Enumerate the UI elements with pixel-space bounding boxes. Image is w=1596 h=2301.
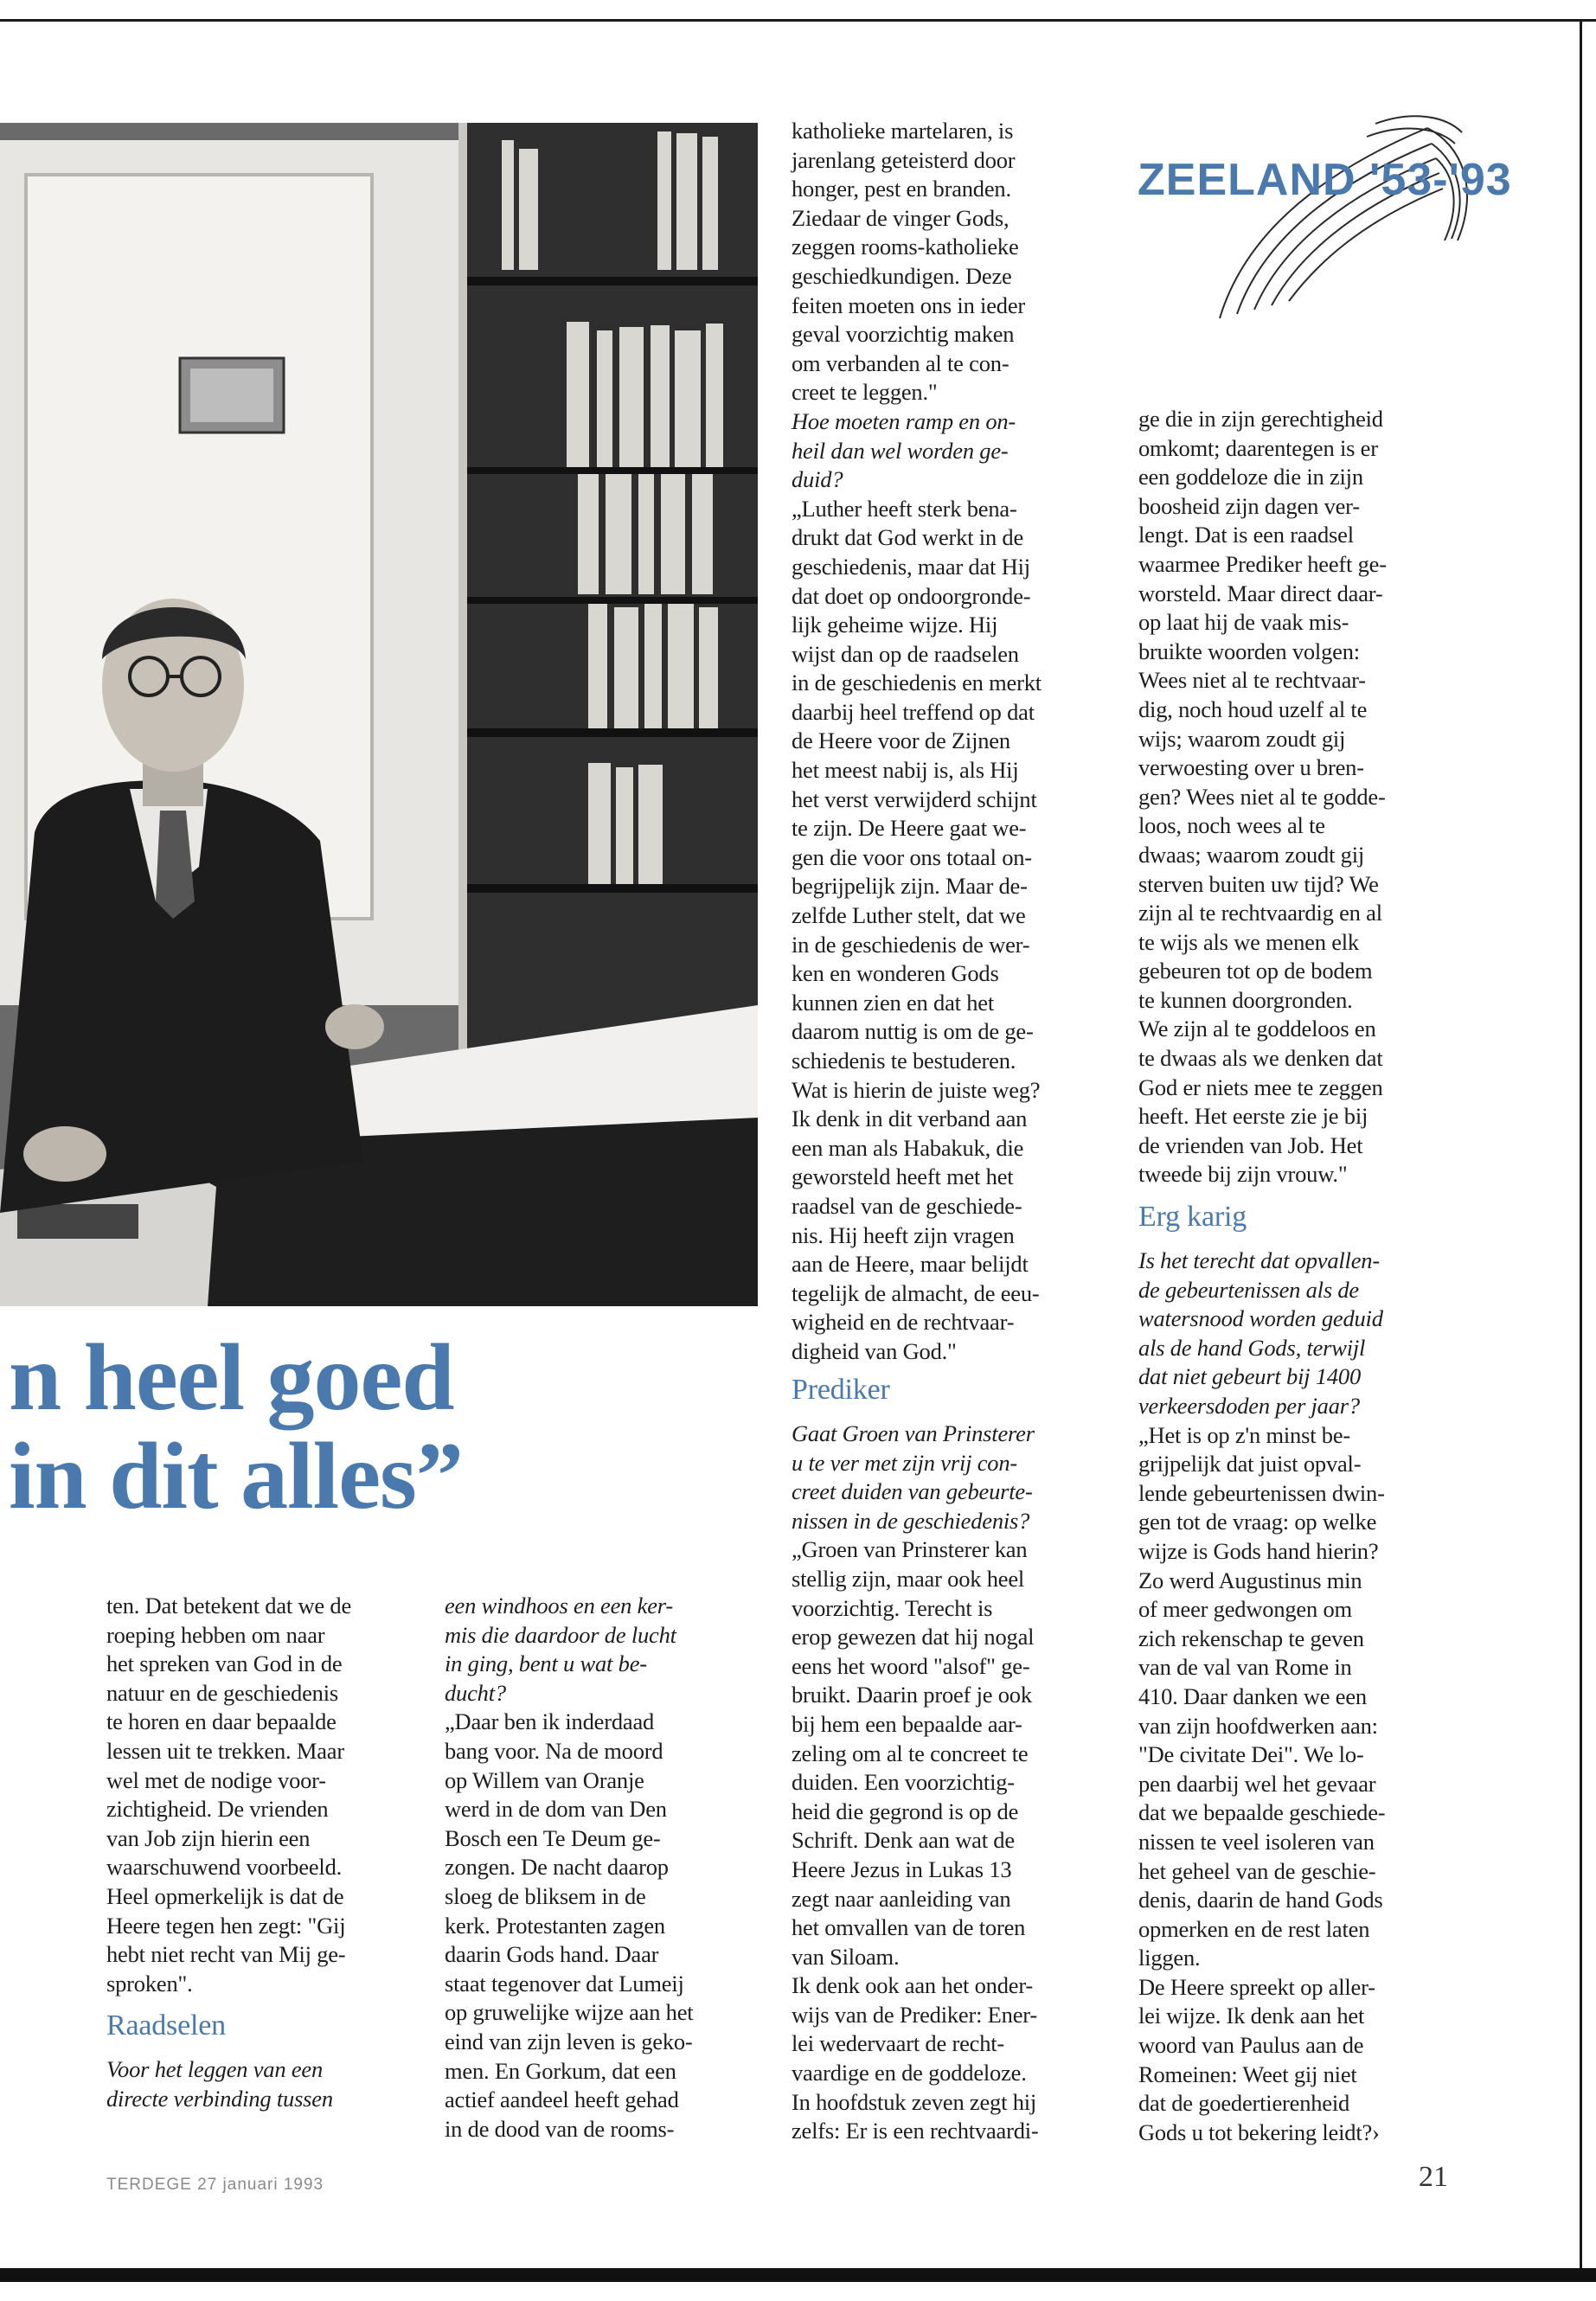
text-line: begrijpelijk zijn. Maar de- [792, 873, 1028, 900]
text-line: directe verbinding tussen [106, 2085, 333, 2112]
text-line: roeping hebben om naar [106, 1621, 325, 1648]
text-line: honger, pest en branden. [792, 176, 1011, 202]
text-line: dat we bepaalde geschiede- [1138, 1799, 1386, 1826]
text-line: kerk. Protestanten zagen [445, 1912, 665, 1939]
headline-line-1: n heel goed [9, 1324, 454, 1430]
text-line: heeft. Het eerste zie je bij [1138, 1103, 1368, 1130]
text-line: in de geschiedenis de wer- [792, 931, 1030, 958]
text-line: denis, daarin de hand Gods [1138, 1887, 1383, 1913]
col-c-question-1 [792, 407, 1116, 495]
text-line: te kunnen doorgronden. [1138, 986, 1353, 1013]
text-line: ken en wonderen Gods [792, 960, 999, 987]
text-line: nissen te veel isoleren van [1138, 1828, 1375, 1855]
text-line: drukt dat God werkt in de [792, 524, 1024, 551]
text-line: lijk geheime wijze. Hij [792, 612, 998, 638]
text-line: een windhoos en een ker- [445, 1593, 673, 1618]
bottom-rule [0, 2268, 1596, 2282]
text-line: dat doet op ondoorgronde- [792, 582, 1031, 609]
text-line: tweede bij zijn vrouw." [1138, 1161, 1348, 1188]
text-line: hebt niet recht van Mij ge- [106, 1941, 346, 1968]
text-line: men. En Gorkum, dat een [445, 2057, 676, 2084]
text-line: Is het terecht dat opvallen- [1138, 1247, 1380, 1274]
text-line: van zijn hoofdwerken aan: [1138, 1712, 1378, 1739]
text-line: te wijs als we menen elk [1138, 928, 1359, 955]
col-d-body-2 [1138, 1421, 1463, 2148]
text-line: daarbij heel treffend op dat [792, 698, 1035, 725]
text-line: zelfde Luther stelt, dat we [792, 902, 1026, 929]
text-line: waarmee Prediker heeft ge- [1138, 550, 1387, 577]
col-c-body-1 [792, 117, 1116, 407]
text-line: van Siloam. [792, 1943, 900, 1970]
text-line: daarom nuttig is om de ge- [792, 1018, 1034, 1045]
text-line: feiten moeten ons in ieder [792, 292, 1026, 318]
text-line: geval voorzichtig maken [792, 321, 1015, 348]
text-line: zongen. De nacht daarop [445, 1854, 669, 1881]
text-line: sterven buiten uw tijd? We [1138, 870, 1379, 897]
text-line: heid die gegrond is op de [792, 1798, 1019, 1824]
text-line: 410. Daar danken we een [1138, 1682, 1367, 1709]
text-line: nissen in de geschiedenis? [792, 1507, 1030, 1534]
text-line: in de geschiedenis en merkt [792, 670, 1042, 696]
text-line: voorzichtig. Terecht is [792, 1594, 993, 1621]
text-line: een goddeloze die in zijn [1138, 464, 1363, 490]
text-line: creet duiden van gebeurte- [792, 1478, 1033, 1505]
text-line: te zijn. De Heere gaat we- [792, 815, 1027, 842]
text-line: Zo werd Augustinus min [1138, 1567, 1362, 1593]
text-line: aan de Heere, maar belijdt [792, 1251, 1029, 1278]
text-line: gebeuren tot op de bodem [1138, 958, 1373, 984]
text-line: Gaat Groen van Prinsterer [792, 1420, 1035, 1446]
text-line: gen? Wees niet al te godde- [1138, 783, 1386, 810]
text-line: Wees niet al te rechtvaar- [1138, 667, 1366, 694]
text-line: op Willem van Oranje [445, 1766, 644, 1793]
text-line: boosheid zijn dagen ver- [1138, 492, 1360, 519]
text-line: zegt naar aanleiding van [792, 1885, 1011, 1912]
subheading-raadselen: Raadselen [106, 2009, 226, 2042]
text-line: dwaas; waarom zoudt gij [1138, 841, 1365, 868]
text-line: dat de goedertierenheid [1138, 2090, 1350, 2117]
text-line: een man als Habakuk, die [792, 1134, 1024, 1161]
text-line: de vrienden van Job. Het [1138, 1131, 1363, 1158]
text-line: Ik denk ook aan het onder- [792, 1972, 1034, 1999]
portrait-photo [0, 123, 758, 1306]
col-b-body [445, 1708, 743, 2144]
text-line: dat niet gebeurt bij 1400 [1138, 1363, 1362, 1390]
text-line: of meer gedwongen om [1138, 1596, 1352, 1623]
text-line: de Heere voor de Zijnen [792, 727, 1010, 754]
text-line: stellig zijn, maar ook heel [792, 1565, 1025, 1592]
text-line: Gods u tot bekering leidt?› [1138, 2118, 1380, 2145]
portrait-photo-illustration [0, 123, 758, 1306]
col-a-question [106, 2055, 392, 2113]
text-line: van de val van Rome in [1138, 1654, 1352, 1681]
text-line: waarschuwend voorbeeld. [106, 1854, 343, 1881]
column-c-lower [792, 1362, 1116, 2146]
text-line: dig, noch houd uzelf al te [1138, 695, 1368, 722]
text-line: op laat hij de vaak mis- [1138, 609, 1349, 636]
col-c-body-3 [792, 1535, 1116, 2145]
text-line: verkeersdoden per jaar? [1138, 1393, 1360, 1419]
text-line: het verst verwijderd schijnt [792, 785, 1037, 812]
text-line: omkomt; daarentegen is er [1138, 434, 1378, 461]
text-line: ducht? [445, 1679, 506, 1706]
text-line: creet te leggen." [792, 379, 938, 406]
headline [9, 1324, 761, 1529]
text-line: erop gewezen dat hij nogal [792, 1624, 1035, 1650]
page-number: 21 [1419, 2161, 1448, 2193]
text-line: bij hem een bepaalde aar- [792, 1710, 1022, 1737]
text-line: sloeg de bliksem in de [445, 1882, 646, 1909]
text-line: het geheel van de geschie- [1138, 1857, 1376, 1884]
text-line: ge die in zijn gerechtigheid [1138, 406, 1383, 432]
col-c-question-2 [792, 1420, 1116, 1535]
text-line: om verbanden al te con- [792, 349, 1010, 376]
text-line: wel met de nodige voor- [106, 1766, 326, 1793]
text-line: wijs van de Prediker: Ener- [792, 2001, 1038, 2028]
text-line: natuur en de geschiedenis [106, 1679, 338, 1706]
text-line: zelfs: Er is een rechtvaardi- [792, 2118, 1039, 2144]
zeeland-logo-text: ZEELAND '53-'93 [1138, 155, 1512, 205]
text-line: digheid van God." [792, 1337, 957, 1364]
text-line: Wat is hierin de juiste weg? [792, 1076, 1041, 1103]
text-line: wijst dan op de raadselen [792, 640, 1019, 667]
text-line: zich rekenschap te geven [1138, 1625, 1364, 1651]
column-d [1138, 405, 1463, 2147]
text-line: Romeinen: Weet gij niet [1138, 2061, 1357, 2087]
text-line: eens het woord "alsof" ge- [792, 1652, 1030, 1679]
text-line: lei wijze. Ik denk aan het [1138, 2003, 1365, 2029]
subheading-prediker: Prediker [792, 1374, 890, 1406]
text-line: schiedenis te bestuderen. [792, 1048, 1016, 1074]
footer-publication: TERDEGE 27 januari 1993 [106, 2176, 324, 2194]
text-line: worsteld. Maar direct daar- [1138, 580, 1383, 606]
col-d-question [1138, 1247, 1463, 1421]
text-line: zijn al te rechtvaardig en al [1138, 900, 1382, 926]
text-line: bang voor. Na de moord [445, 1737, 663, 1764]
text-line: op gruwelijke wijze aan het [445, 1999, 694, 2026]
text-line: mis die daardoor de lucht [445, 1621, 676, 1648]
col-a-body [106, 1592, 392, 1998]
text-line: loos, noch wees al te [1138, 812, 1325, 839]
text-line: raadsel van de geschiede- [792, 1192, 1022, 1219]
text-line: jarenlang geteisterd door [792, 146, 1016, 173]
text-line: God er niets mee te zeggen [1138, 1074, 1383, 1100]
text-line: watersnood worden geduid [1138, 1305, 1383, 1332]
text-line: In hoofdstuk zeven zegt hij [792, 2088, 1037, 2115]
text-line: in de dood van de rooms- [445, 2115, 675, 2142]
text-line: Ik denk in dit verband aan [792, 1106, 1028, 1132]
text-line: lei wedervaart de recht- [792, 2030, 1005, 2057]
text-line: de gebeurtenissen als de [1138, 1276, 1359, 1303]
text-line: opmerken en de rest laten [1138, 1915, 1370, 1942]
text-line: Schrift. Denk aan wat de [792, 1827, 1015, 1854]
col-c-body-2 [792, 495, 1116, 1367]
text-line: geschiedkundigen. Deze [792, 262, 1012, 289]
headline-line-2: in dit alles” [9, 1423, 463, 1529]
text-line: zeggen rooms-katholieke [792, 234, 1019, 260]
text-line: wijze is Gods hand hierin? [1138, 1537, 1379, 1564]
text-line: vaardige en de goddeloze. [792, 2060, 1027, 2086]
text-line: „Daar ben ik inderdaad [445, 1708, 655, 1735]
text-line: gen die voor ons totaal on- [792, 843, 1032, 870]
text-line: katholieke martelaren, is [792, 118, 1014, 144]
text-line: „Groen van Prinsterer kan [792, 1536, 1028, 1563]
col-b-question [445, 1592, 743, 1708]
text-line: zeling om al te concreet te [792, 1740, 1029, 1766]
text-line: nis. Hij heeft zijn vragen [792, 1221, 1015, 1248]
col-d-body-1 [1138, 405, 1463, 1189]
text-line: Bosch een Te Deum ge- [445, 1824, 661, 1851]
text-line: lengt. Dat is een raadsel [1138, 522, 1354, 548]
column-c [792, 117, 1116, 1367]
text-line: wigheid en de rechtvaar- [792, 1309, 1015, 1336]
zeeland-wave-logo [1116, 93, 1566, 344]
text-line: geworsteld heeft met het [792, 1163, 1014, 1190]
text-line: woord van Paulus aan de [1138, 2032, 1364, 2059]
text-line: liggen. [1138, 1945, 1201, 1971]
text-line: duid? [792, 466, 843, 493]
text-line: lessen uit te trekken. Maar [106, 1737, 344, 1764]
text-line: te horen en daar bepaalde [106, 1708, 337, 1735]
text-line: bruikt. Daarin proef je ook [792, 1682, 1032, 1708]
text-line: Heere tegen hen zegt: "Gij [106, 1912, 346, 1939]
text-line: lende gebeurtenissen dwin- [1138, 1479, 1385, 1506]
text-line: u te ver met zijn vrij con- [792, 1449, 1017, 1476]
text-line: verwoesting over u bren- [1138, 754, 1364, 781]
text-line: Heere Jezus in Lukas 13 [792, 1856, 1012, 1882]
text-line: bruikte woorden volgen: [1138, 638, 1360, 664]
text-line: Voor het leggen van een [106, 2056, 324, 2083]
text-line: We zijn al te goddeloos en [1138, 1016, 1376, 1042]
text-line: kunnen zien en dat het [792, 989, 995, 1016]
text-line: wijs; waarom zoudt gij [1138, 725, 1346, 752]
text-line: grijpelijk dat juist opval- [1138, 1451, 1362, 1477]
text-line: Heel opmerkelijk is dat de [106, 1882, 344, 1909]
text-line: van Job zijn hierin een [106, 1824, 311, 1851]
text-line: te dwaas als we denken dat [1138, 1045, 1383, 1072]
text-line: Hoe moeten ramp en on- [792, 407, 1016, 434]
column-b [445, 1592, 743, 2144]
right-rule [1580, 19, 1582, 2277]
text-line: heil dan wel worden ge- [792, 437, 1009, 464]
text-line: ten. Dat betekent dat we de [106, 1593, 352, 1618]
text-line: De Heere spreekt op aller- [1138, 1973, 1375, 2000]
text-line: actief aandeel heeft gehad [445, 2086, 679, 2113]
text-line: het meest nabij is, als Hij [792, 757, 1019, 784]
text-line: staat tegenover dat Lumeij [445, 1970, 684, 1997]
top-rule [0, 19, 1596, 22]
text-line: als de hand Gods, terwijl [1138, 1334, 1366, 1361]
text-line: werd in de dom van Den [445, 1796, 667, 1823]
text-line: pen daarbij wel het gevaar [1138, 1770, 1376, 1797]
text-line: „Het is op z'n minst be- [1138, 1421, 1351, 1448]
text-line: het omvallen van de toren [792, 1914, 1026, 1941]
text-line: gen tot de vraag: op welke [1138, 1509, 1377, 1535]
text-line: het spreken van God in de [106, 1650, 343, 1677]
text-line: tegelijk de almacht, de eeu- [792, 1279, 1040, 1306]
text-line: in ging, bent u wat be- [445, 1650, 647, 1677]
text-line: eind van zijn leven is geko- [445, 2028, 693, 2054]
text-line: "De civitate Dei". We lo- [1138, 1741, 1364, 1768]
text-line: daarin Gods hand. Daar [445, 1941, 659, 1968]
text-line: „Luther heeft sterk bena- [792, 495, 1017, 522]
text-line: zichtigheid. De vrienden [106, 1796, 329, 1823]
column-a [106, 1592, 392, 2114]
text-line: geschiedenis, maar dat Hij [792, 553, 1030, 580]
text-line: Ziedaar de vinger Gods, [792, 204, 1010, 231]
text-line: sproken". [106, 1970, 193, 1997]
subheading-erg-karig: Erg karig [1138, 1201, 1247, 1234]
text-line: duiden. Een voorzichtig- [792, 1769, 1015, 1796]
